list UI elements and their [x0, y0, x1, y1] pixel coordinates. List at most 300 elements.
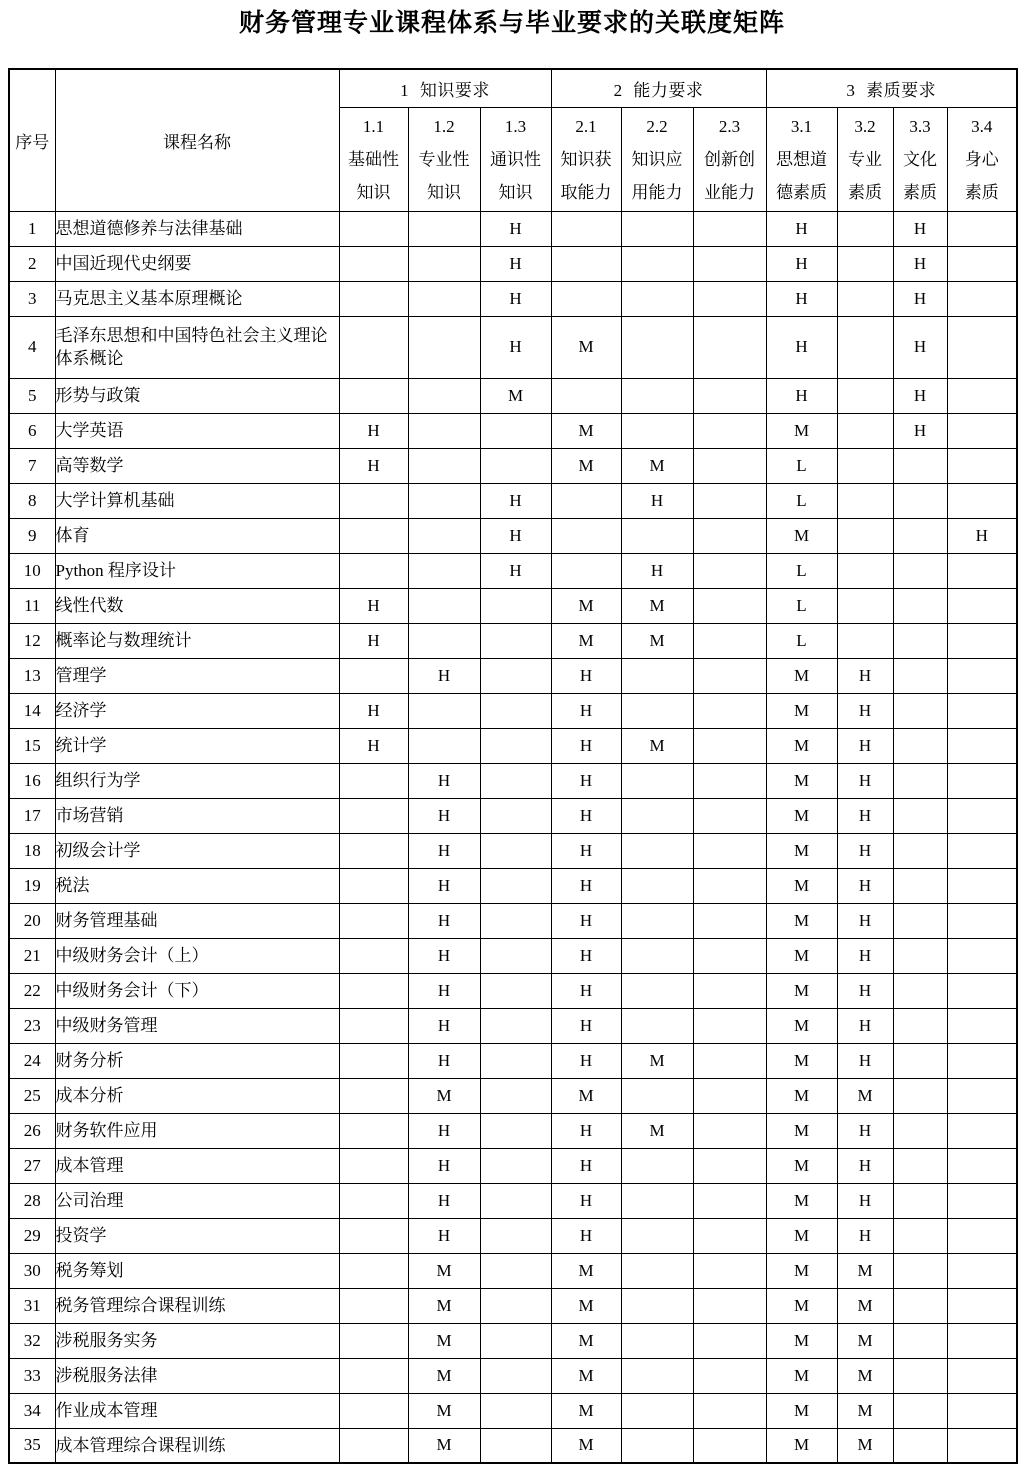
- value-cell-3.4: [947, 938, 1017, 973]
- row-number: 27: [9, 1148, 55, 1183]
- value-cell-2.1: H: [551, 763, 621, 798]
- course-name: 大学计算机基础: [55, 483, 339, 518]
- row-number: 3: [9, 281, 55, 316]
- value-cell-3.2: H: [837, 903, 893, 938]
- value-cell-3.4: [947, 973, 1017, 1008]
- header-group-1: 1 知识要求: [339, 69, 551, 107]
- course-name: 作业成本管理: [55, 1393, 339, 1428]
- value-cell-2.3: [693, 1358, 766, 1393]
- course-name: 税法: [55, 868, 339, 903]
- value-cell-2.1: H: [551, 1008, 621, 1043]
- value-cell-3.2: M: [837, 1078, 893, 1113]
- row-number: 24: [9, 1043, 55, 1078]
- value-cell-3.3: [893, 833, 947, 868]
- value-cell-3.4: [947, 413, 1017, 448]
- value-cell-3.3: [893, 1218, 947, 1253]
- value-cell-3.2: H: [837, 728, 893, 763]
- value-cell-3.3: H: [893, 413, 947, 448]
- value-cell-1.3: [480, 1323, 551, 1358]
- course-name: 组织行为学: [55, 763, 339, 798]
- value-cell-2.2: [621, 658, 693, 693]
- value-cell-3.3: [893, 763, 947, 798]
- header-sub-1.1: [339, 107, 408, 211]
- value-cell-2.2: [621, 1183, 693, 1218]
- sub-line1: 文化: [903, 149, 937, 169]
- value-cell-2.3: [693, 483, 766, 518]
- value-cell-1.1: [339, 211, 408, 246]
- table-row: [9, 798, 1017, 833]
- sub-code: 2.3: [718, 116, 741, 136]
- value-cell-2.3: [693, 316, 766, 378]
- value-cell-1.1: [339, 1008, 408, 1043]
- value-cell-3.1: M: [766, 903, 837, 938]
- value-cell-2.1: H: [551, 658, 621, 693]
- table-row: [9, 1358, 1017, 1393]
- value-cell-3.4: [947, 1148, 1017, 1183]
- table-row: [9, 378, 1017, 413]
- value-cell-2.2: [621, 1253, 693, 1288]
- value-cell-1.1: [339, 1393, 408, 1428]
- value-cell-1.1: [339, 1428, 408, 1463]
- value-cell-1.1: [339, 868, 408, 903]
- table-row: [9, 658, 1017, 693]
- value-cell-1.2: [408, 316, 480, 378]
- value-cell-1.3: [480, 658, 551, 693]
- value-cell-1.2: H: [408, 1113, 480, 1148]
- course-name: 涉税服务实务: [55, 1323, 339, 1358]
- value-cell-3.2: H: [837, 1113, 893, 1148]
- row-number: 12: [9, 623, 55, 658]
- row-number: 31: [9, 1288, 55, 1323]
- row-number: 34: [9, 1393, 55, 1428]
- value-cell-1.3: M: [480, 378, 551, 413]
- value-cell-3.3: [893, 693, 947, 728]
- course-name: 中级财务会计（下）: [55, 973, 339, 1008]
- value-cell-3.2: M: [837, 1393, 893, 1428]
- value-cell-3.3: [893, 1148, 947, 1183]
- value-cell-3.1: H: [766, 316, 837, 378]
- row-number: 28: [9, 1183, 55, 1218]
- value-cell-3.2: H: [837, 1008, 893, 1043]
- value-cell-3.1: M: [766, 973, 837, 1008]
- value-cell-3.3: H: [893, 378, 947, 413]
- value-cell-2.1: M: [551, 413, 621, 448]
- value-cell-1.1: [339, 316, 408, 378]
- header-serial-number: 序号: [9, 69, 55, 211]
- value-cell-3.4: [947, 1393, 1017, 1428]
- value-cell-3.2: M: [837, 1358, 893, 1393]
- value-cell-1.3: H: [480, 211, 551, 246]
- value-cell-3.3: [893, 623, 947, 658]
- matrix-body: [9, 211, 1017, 1463]
- value-cell-3.3: [893, 1183, 947, 1218]
- row-number: 25: [9, 1078, 55, 1113]
- value-cell-2.2: [621, 693, 693, 728]
- sub-code: 1.2: [433, 116, 455, 136]
- value-cell-3.4: [947, 798, 1017, 833]
- value-cell-1.1: H: [339, 728, 408, 763]
- sub-code: 1.1: [362, 116, 385, 136]
- value-cell-3.2: [837, 281, 893, 316]
- course-name: 体育: [55, 518, 339, 553]
- value-cell-3.2: H: [837, 1183, 893, 1218]
- value-cell-3.2: H: [837, 658, 893, 693]
- correlation-matrix-table: [8, 68, 1018, 1464]
- value-cell-3.2: [837, 246, 893, 281]
- table-row: [9, 1218, 1017, 1253]
- value-cell-1.1: [339, 938, 408, 973]
- value-cell-1.3: [480, 798, 551, 833]
- value-cell-3.1: M: [766, 833, 837, 868]
- value-cell-3.2: M: [837, 1253, 893, 1288]
- value-cell-2.1: M: [551, 623, 621, 658]
- value-cell-1.2: M: [408, 1428, 480, 1463]
- value-cell-3.2: H: [837, 938, 893, 973]
- value-cell-2.1: H: [551, 833, 621, 868]
- value-cell-1.2: H: [408, 1043, 480, 1078]
- header-group-row: [9, 69, 1017, 107]
- value-cell-2.1: H: [551, 1218, 621, 1253]
- course-name: 高等数学: [55, 448, 339, 483]
- value-cell-2.3: [693, 246, 766, 281]
- value-cell-1.2: H: [408, 658, 480, 693]
- value-cell-1.3: [480, 1288, 551, 1323]
- sub-line2: 素质: [903, 182, 937, 202]
- sub-line1: 基础性: [348, 149, 399, 169]
- sub-code: 3.4: [971, 116, 993, 136]
- value-cell-1.2: [408, 211, 480, 246]
- table-row: [9, 693, 1017, 728]
- row-number: 29: [9, 1218, 55, 1253]
- row-number: 20: [9, 903, 55, 938]
- value-cell-2.1: H: [551, 1113, 621, 1148]
- value-cell-1.3: [480, 938, 551, 973]
- value-cell-3.1: M: [766, 658, 837, 693]
- value-cell-2.3: [693, 518, 766, 553]
- value-cell-3.4: H: [947, 518, 1017, 553]
- row-number: 26: [9, 1113, 55, 1148]
- value-cell-3.3: H: [893, 281, 947, 316]
- value-cell-2.2: [621, 378, 693, 413]
- value-cell-3.4: [947, 1183, 1017, 1218]
- value-cell-1.1: [339, 833, 408, 868]
- row-number: 14: [9, 693, 55, 728]
- value-cell-3.3: [893, 1358, 947, 1393]
- sub-line1: 知识应: [631, 149, 683, 169]
- value-cell-2.3: [693, 1218, 766, 1253]
- table-row: [9, 1183, 1017, 1218]
- value-cell-3.4: [947, 483, 1017, 518]
- value-cell-1.2: M: [408, 1253, 480, 1288]
- table-row: [9, 833, 1017, 868]
- value-cell-3.2: H: [837, 1148, 893, 1183]
- value-cell-1.2: [408, 413, 480, 448]
- course-name: 统计学: [55, 728, 339, 763]
- header-course-name: 课程名称: [55, 69, 339, 211]
- value-cell-2.1: H: [551, 798, 621, 833]
- value-cell-3.3: [893, 1393, 947, 1428]
- value-cell-2.1: M: [551, 1358, 621, 1393]
- value-cell-1.1: H: [339, 413, 408, 448]
- value-cell-1.1: [339, 1253, 408, 1288]
- value-cell-1.2: [408, 246, 480, 281]
- value-cell-1.2: [408, 728, 480, 763]
- value-cell-2.2: [621, 1218, 693, 1253]
- course-name: 市场营销: [55, 798, 339, 833]
- value-cell-2.1: M: [551, 448, 621, 483]
- value-cell-3.3: [893, 903, 947, 938]
- value-cell-1.2: H: [408, 833, 480, 868]
- value-cell-3.4: [947, 623, 1017, 658]
- value-cell-1.1: [339, 658, 408, 693]
- value-cell-1.2: H: [408, 1008, 480, 1043]
- row-number: 1: [9, 211, 55, 246]
- value-cell-3.3: H: [893, 246, 947, 281]
- value-cell-3.1: H: [766, 211, 837, 246]
- value-cell-1.3: [480, 1253, 551, 1288]
- value-cell-3.1: M: [766, 413, 837, 448]
- value-cell-1.1: [339, 1288, 408, 1323]
- value-cell-1.3: [480, 833, 551, 868]
- course-name: 经济学: [55, 693, 339, 728]
- table-row: [9, 938, 1017, 973]
- value-cell-1.3: H: [480, 553, 551, 588]
- sub-line2: 素质: [964, 182, 999, 202]
- value-cell-1.3: [480, 1008, 551, 1043]
- table-row: [9, 623, 1017, 658]
- value-cell-2.1: M: [551, 1323, 621, 1358]
- value-cell-2.1: [551, 378, 621, 413]
- value-cell-3.1: M: [766, 1078, 837, 1113]
- value-cell-1.2: [408, 553, 480, 588]
- value-cell-3.3: [893, 553, 947, 588]
- value-cell-1.2: H: [408, 973, 480, 1008]
- table-row: [9, 1393, 1017, 1428]
- value-cell-3.2: [837, 413, 893, 448]
- value-cell-3.4: [947, 1218, 1017, 1253]
- value-cell-2.2: M: [621, 728, 693, 763]
- value-cell-2.2: [621, 1323, 693, 1358]
- value-cell-2.2: M: [621, 448, 693, 483]
- row-number: 23: [9, 1008, 55, 1043]
- value-cell-1.3: H: [480, 518, 551, 553]
- value-cell-2.2: [621, 211, 693, 246]
- value-cell-2.1: H: [551, 973, 621, 1008]
- value-cell-1.1: H: [339, 448, 408, 483]
- value-cell-1.3: [480, 1078, 551, 1113]
- row-number: 8: [9, 483, 55, 518]
- value-cell-3.4: [947, 693, 1017, 728]
- value-cell-1.2: M: [408, 1323, 480, 1358]
- value-cell-2.1: [551, 553, 621, 588]
- sub-line2: 知识: [498, 182, 533, 202]
- value-cell-1.2: H: [408, 938, 480, 973]
- value-cell-3.3: [893, 588, 947, 623]
- value-cell-2.1: H: [551, 1148, 621, 1183]
- value-cell-1.1: [339, 1323, 408, 1358]
- value-cell-3.2: [837, 211, 893, 246]
- value-cell-3.2: H: [837, 833, 893, 868]
- value-cell-1.2: [408, 378, 480, 413]
- value-cell-3.1: H: [766, 378, 837, 413]
- value-cell-3.4: [947, 763, 1017, 798]
- row-number: 33: [9, 1358, 55, 1393]
- value-cell-2.3: [693, 588, 766, 623]
- value-cell-2.3: [693, 623, 766, 658]
- table-row: [9, 483, 1017, 518]
- row-number: 17: [9, 798, 55, 833]
- value-cell-2.1: [551, 211, 621, 246]
- value-cell-1.3: [480, 693, 551, 728]
- value-cell-1.3: [480, 1218, 551, 1253]
- value-cell-2.3: [693, 973, 766, 1008]
- value-cell-3.1: M: [766, 1288, 837, 1323]
- row-number: 6: [9, 413, 55, 448]
- row-number: 10: [9, 553, 55, 588]
- course-name: 成本管理: [55, 1148, 339, 1183]
- value-cell-1.3: [480, 728, 551, 763]
- value-cell-3.1: M: [766, 938, 837, 973]
- course-name: 税务管理综合课程训练: [55, 1288, 339, 1323]
- value-cell-2.2: [621, 316, 693, 378]
- value-cell-3.1: L: [766, 623, 837, 658]
- value-cell-2.3: [693, 1148, 766, 1183]
- value-cell-3.3: [893, 518, 947, 553]
- table-row: [9, 1078, 1017, 1113]
- value-cell-2.1: M: [551, 1078, 621, 1113]
- value-cell-1.3: [480, 588, 551, 623]
- value-cell-2.1: M: [551, 316, 621, 378]
- header-sub-3.4: [947, 107, 1017, 211]
- value-cell-1.3: H: [480, 281, 551, 316]
- value-cell-2.2: [621, 938, 693, 973]
- header-sub-1.3: [480, 107, 551, 211]
- value-cell-1.1: [339, 1078, 408, 1113]
- table-row: [9, 1253, 1017, 1288]
- value-cell-2.1: [551, 483, 621, 518]
- value-cell-3.3: [893, 1078, 947, 1113]
- value-cell-2.3: [693, 1288, 766, 1323]
- course-name: 思想道德修养与法律基础: [55, 211, 339, 246]
- course-name: 管理学: [55, 658, 339, 693]
- value-cell-3.3: [893, 1253, 947, 1288]
- value-cell-3.4: [947, 868, 1017, 903]
- header-sub-2.2: [621, 107, 693, 211]
- value-cell-2.3: [693, 1078, 766, 1113]
- value-cell-2.1: [551, 281, 621, 316]
- table-row: [9, 903, 1017, 938]
- course-name: 中级财务管理: [55, 1008, 339, 1043]
- sub-line2: 素质: [848, 182, 882, 202]
- table-row: [9, 553, 1017, 588]
- value-cell-2.2: H: [621, 483, 693, 518]
- course-name: 涉税服务法律: [55, 1358, 339, 1393]
- table-row: [9, 728, 1017, 763]
- value-cell-2.2: [621, 1148, 693, 1183]
- header-group-2: 2 能力要求: [551, 69, 766, 107]
- value-cell-1.2: [408, 448, 480, 483]
- value-cell-2.2: [621, 903, 693, 938]
- value-cell-2.2: M: [621, 1113, 693, 1148]
- value-cell-1.2: H: [408, 903, 480, 938]
- value-cell-1.3: [480, 1358, 551, 1393]
- table-row: [9, 1288, 1017, 1323]
- table-row: [9, 868, 1017, 903]
- value-cell-3.4: [947, 1043, 1017, 1078]
- value-cell-1.2: [408, 281, 480, 316]
- value-cell-1.1: [339, 246, 408, 281]
- table-row: [9, 211, 1017, 246]
- value-cell-1.3: [480, 1183, 551, 1218]
- course-name: 概率论与数理统计: [55, 623, 339, 658]
- value-cell-1.1: H: [339, 693, 408, 728]
- value-cell-1.3: [480, 448, 551, 483]
- value-cell-1.3: [480, 1113, 551, 1148]
- value-cell-3.2: [837, 316, 893, 378]
- value-cell-3.2: [837, 623, 893, 658]
- value-cell-1.2: M: [408, 1393, 480, 1428]
- value-cell-2.2: [621, 1008, 693, 1043]
- value-cell-3.3: [893, 1008, 947, 1043]
- value-cell-3.1: M: [766, 518, 837, 553]
- course-name: 初级会计学: [55, 833, 339, 868]
- value-cell-2.2: [621, 868, 693, 903]
- value-cell-2.2: [621, 518, 693, 553]
- value-cell-3.4: [947, 728, 1017, 763]
- header-sub-3.2: [837, 107, 893, 211]
- value-cell-1.3: H: [480, 246, 551, 281]
- value-cell-3.2: M: [837, 1323, 893, 1358]
- table-row: [9, 413, 1017, 448]
- value-cell-2.3: [693, 798, 766, 833]
- value-cell-2.3: [693, 763, 766, 798]
- sub-line2: 知识: [427, 182, 461, 202]
- header-sub-3.1: [766, 107, 837, 211]
- value-cell-1.3: [480, 413, 551, 448]
- value-cell-3.1: L: [766, 553, 837, 588]
- value-cell-2.2: [621, 1428, 693, 1463]
- value-cell-3.4: [947, 903, 1017, 938]
- value-cell-1.2: H: [408, 1218, 480, 1253]
- value-cell-2.3: [693, 1253, 766, 1288]
- course-name: 大学英语: [55, 413, 339, 448]
- value-cell-1.3: [480, 1148, 551, 1183]
- value-cell-3.2: [837, 518, 893, 553]
- value-cell-1.2: [408, 623, 480, 658]
- sub-line2: 德素质: [776, 182, 827, 202]
- header-sub-2.3: [693, 107, 766, 211]
- value-cell-2.2: H: [621, 553, 693, 588]
- value-cell-1.3: [480, 623, 551, 658]
- value-cell-3.1: L: [766, 588, 837, 623]
- value-cell-3.1: M: [766, 763, 837, 798]
- page-title: 财务管理专业课程体系与毕业要求的关联度矩阵: [238, 9, 785, 37]
- value-cell-3.4: [947, 1323, 1017, 1358]
- value-cell-2.3: [693, 1323, 766, 1358]
- value-cell-1.1: [339, 378, 408, 413]
- value-cell-1.1: [339, 1113, 408, 1148]
- value-cell-3.2: H: [837, 693, 893, 728]
- table-row: [9, 588, 1017, 623]
- course-name: 毛泽东思想和中国特色社会主义理论体系概论: [55, 316, 339, 378]
- value-cell-2.3: [693, 1428, 766, 1463]
- sub-line1: 通识性: [490, 149, 541, 169]
- value-cell-2.3: [693, 903, 766, 938]
- value-cell-2.1: H: [551, 903, 621, 938]
- value-cell-3.4: [947, 1253, 1017, 1288]
- value-cell-1.1: [339, 1148, 408, 1183]
- course-name: Python 程序设计: [55, 553, 339, 588]
